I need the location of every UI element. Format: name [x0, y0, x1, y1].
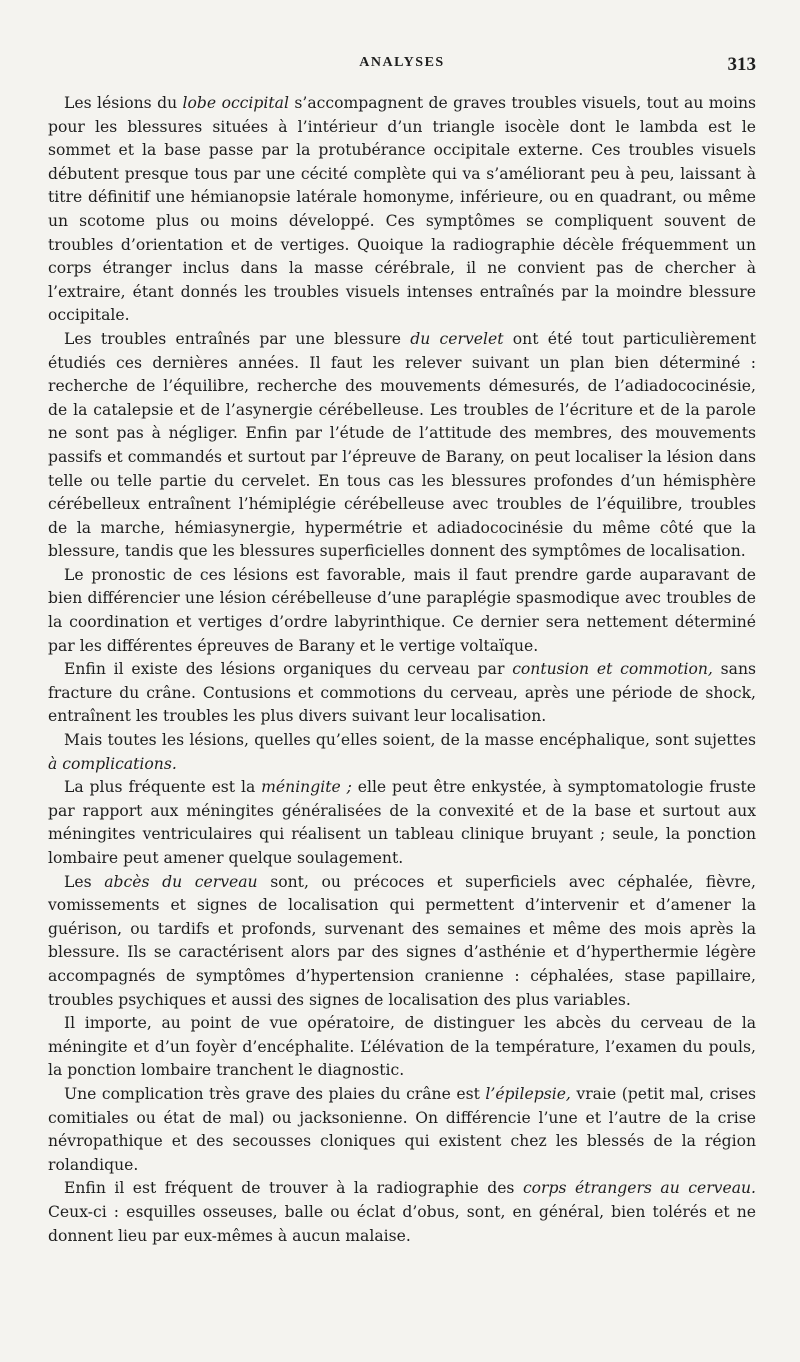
italic-term: du cervelet	[410, 329, 504, 348]
paragraph	[48, 776, 756, 870]
italic-term: à complications.	[48, 754, 177, 773]
italic-term: méningite ;	[261, 778, 352, 797]
running-title: ANALYSES	[359, 55, 445, 70]
text-run: Il importe, au point de vue opératoire, de distinguer les abcès du cerveau de la méningite et d’un foyèr d’encéphalite. L’élévation de la température, l’examen du pouls, la ponction lombaire tranchent le diagnostic.	[48, 1014, 756, 1080]
paragraph	[48, 92, 756, 328]
italic-term: corps étrangers au cerveau.	[522, 1179, 756, 1198]
text-run: La plus fréquente est la	[64, 778, 262, 797]
paragraph	[48, 729, 756, 776]
text-run: Une complication très grave des plaies du crâne est	[64, 1084, 486, 1103]
text-run: Les lésions du	[64, 94, 183, 112]
text-run: ont été tout particulièrement étudiés ces dernières années. Il faut les relever suivant un plan bien déterminé : recherche de l’équilibre, recherche des mouvements démesurés, de l’adiadococinésie, de la catalepsie et de l’asynergie cérébelleuse. Les troubles de l’écriture et de la parole ne sont pas à négliger. Enfin par l’étude de l’attitude des membres, des mouvements passifs et commandés et surtout par l’épreuve de Barany, on peut localiser la lésion dans telle ou telle partie du cervelet. En tous cas les blessures profondes d’un hémisphère cérébelleux entraînent l’hémiplégie cérébelleuse avec troubles de l’équilibre, troubles de la marche, hémiasynergie, hypermétrie et adiadococinésie du même côté que la blessure, tandis que les blessures superficielles donnent des symptômes de localisation.	[48, 329, 757, 561]
text-run: vraie (petit mal, crises comitiales ou état de mal) ou jacksonienne. On différencie l’une et l’autre de la crise névropathique et des secousses cloniques qui existent chez les blessés de la région rolandique.	[48, 1084, 756, 1174]
paragraph	[48, 564, 756, 658]
text-run: sans fracture du crâne. Contusions et commotions du cerveau, après une période de shock, entraînent les troubles les plus divers suivant leur localisation.	[48, 660, 756, 726]
page-header	[48, 55, 756, 79]
paragraph	[48, 1012, 756, 1083]
text-run: Mais toutes les lésions, quelles qu’elles soient, de la masse encéphalique, sont sujettes	[64, 731, 756, 750]
paragraph	[48, 658, 756, 729]
italic-term: abcès du cerveau	[104, 872, 258, 891]
text-run: Ceux-ci : esquilles osseuses, balle ou éclat d’obus, sont, en général, bien tolérés et ne donnent lieu par eux-mêmes à aucun malaise.	[48, 1202, 756, 1245]
paragraph	[48, 1177, 756, 1248]
paragraph	[48, 1083, 756, 1177]
text-run: Les	[64, 872, 105, 891]
paragraph	[48, 871, 756, 1013]
page-number: 313	[727, 54, 756, 75]
paragraph	[48, 328, 756, 564]
text-run: Les troubles entraînés par une blessure	[64, 329, 411, 348]
text-run: sont, ou précoces et superficiels avec céphalée, fièvre, vomissements et signes de localisation qui permettent d’intervenir et d’amener la guérison, ou tardifs et profonds, survenant des semaines et même des mois après la blessure. Ils se caractérisent alors par des signes d’asthénie et d’hyperthermie légère accompagnés de symptômes d’hypertension cranienne : céphalées, stase papillaire, troubles psychiques et aussi des signes de localisation des plus variables.	[48, 872, 756, 1009]
text-run: Le pronostic de ces lésions est favorable, mais il faut prendre garde auparavant de bien différencier une lésion cérébelleuse d’une paraplégie spasmodique avec troubles de la coordination et vertiges d’ordre labyrinthique. Ce dernier sera nettement déterminé par les différentes épreuves de Barany et le vertige voltaïque.	[48, 565, 756, 655]
italic-term: contusion et commotion,	[512, 660, 713, 679]
body-text	[48, 92, 756, 1248]
text-run: elle peut être enkystée, à symptomatologie fruste par rapport aux méningites généralisées de la convexité et de la base et surtout aux méningites ventriculaires qui réalisent un tableau clinique bruyant ; seule, la ponction lombaire peut amener quelque soulagement.	[48, 778, 757, 867]
text-run: s’accompagnent de graves troubles visuels, tout au moins pour les blessures situées à l’intérieur d’un triangle isocèle dont le lambda est le sommet et la base passe par la protubérance occipitale externe. Ces troubles visuels débutent presque tous par une cécité complète qui va s’améliorant peu à peu, laissant à titre définitif une hémianopsie latérale homonyme, inférieure, ou en quadrant, ou même un scotome plus ou moins développé. Ces symptômes se compliquent souvent de troubles d’orientation et de vertiges. Quoique la radiographie décèle fréquemment un corps étranger inclus dans la masse cérébrale, il ne convient pas de chercher à l’extraire, étant donnés les troubles visuels intenses entraînés par la moindre blessure occipitale.	[48, 94, 756, 325]
text-run: Enfin il existe des lésions organiques du cerveau par	[64, 660, 513, 679]
italic-term: l’épilepsie,	[485, 1084, 571, 1103]
italic-term: lobe occipital	[182, 94, 289, 112]
text-run: Enfin il est fréquent de trouver à la radiographie des	[64, 1179, 523, 1198]
